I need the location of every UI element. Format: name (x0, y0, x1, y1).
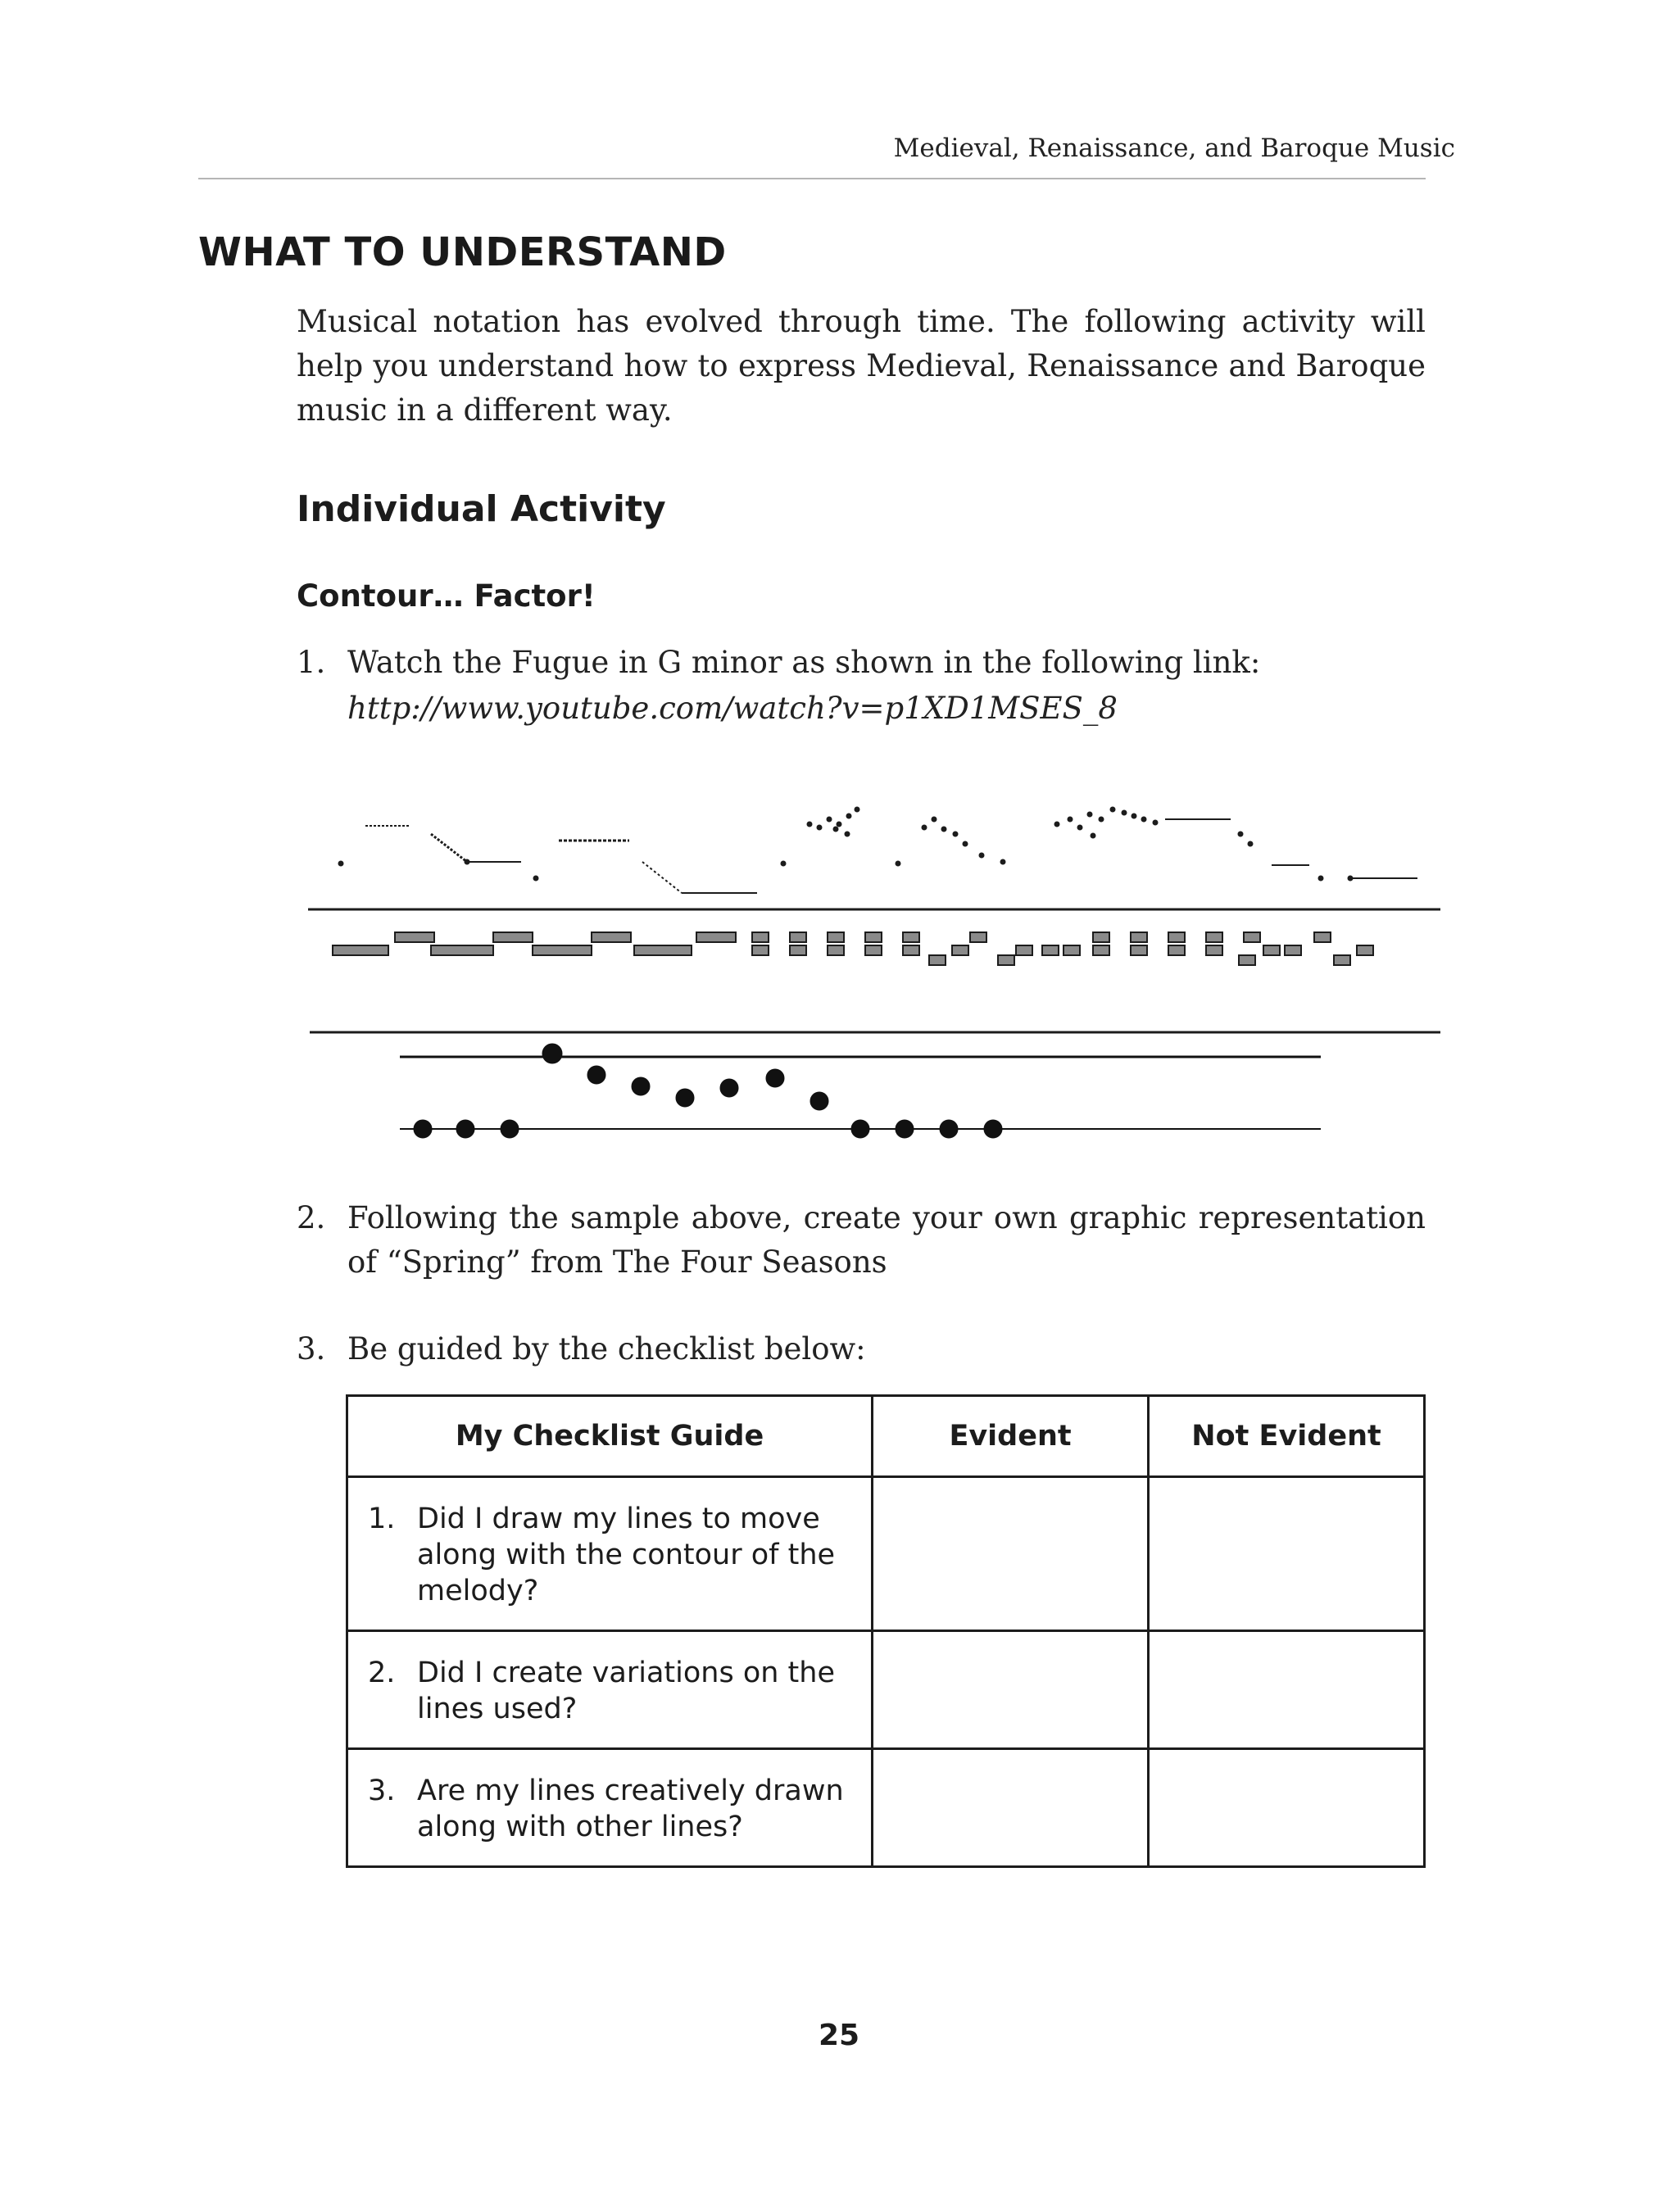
running-header: Medieval, Renaissance, and Baroque Music (893, 134, 1455, 163)
not-evident-cell[interactable] (1149, 1631, 1425, 1749)
checklist-row (347, 1749, 1425, 1867)
step-text: Be guided by the checklist below: (347, 1331, 866, 1367)
step-number: 2. (297, 1200, 326, 1235)
header-evident: Evident (873, 1396, 1149, 1477)
header-checklist-guide: My Checklist Guide (347, 1396, 873, 1477)
intro-paragraph: Musical notation has evolved through time. The following activity will help you understand how to express Medieval, Renaissance and Baroque music in a different way. (297, 304, 1426, 428)
checklist-table (346, 1394, 1426, 1868)
contour-sample-figure (305, 795, 1444, 1155)
checklist-item-cell (347, 1749, 873, 1867)
item-number: 1. (368, 1503, 396, 1535)
checklist-row (347, 1477, 1425, 1631)
not-evident-cell[interactable] (1149, 1477, 1425, 1631)
step-number: 1. (297, 645, 326, 680)
checklist-header-row (347, 1396, 1425, 1477)
header-divider (198, 178, 1426, 179)
checklist-item-cell (347, 1477, 873, 1631)
activity-subheading: Contour… Factor! (297, 578, 596, 614)
item-text: Are my lines creatively drawn along with other lines? (417, 1775, 844, 1843)
item-number: 2. (368, 1657, 396, 1689)
dotted-contour-graphic (338, 807, 1417, 893)
page-number: 25 (818, 2019, 860, 2052)
step-number: 3. (297, 1331, 326, 1367)
item-number: 3. (368, 1775, 396, 1807)
evident-cell[interactable] (873, 1477, 1149, 1631)
activity-heading: Individual Activity (297, 488, 666, 530)
step-2 (297, 1196, 1426, 1285)
step-3 (297, 1327, 1426, 1371)
video-link[interactable]: http://www.youtube.com/watch?v=p1XD1MSES_8 (347, 691, 1118, 726)
evident-cell[interactable] (873, 1631, 1149, 1749)
header-not-evident: Not Evident (1149, 1396, 1425, 1477)
section-title: WHAT TO UNDERSTAND (198, 229, 727, 275)
evident-cell[interactable] (873, 1749, 1149, 1867)
step-text: Watch the Fugue in G minor as shown in the following link: (347, 645, 1261, 680)
item-text: Did I create variations on the lines used? (417, 1657, 835, 1725)
step-1 (297, 641, 1426, 731)
block-contour-graphic (333, 932, 1373, 965)
not-evident-cell[interactable] (1149, 1749, 1425, 1867)
checklist-row (347, 1631, 1425, 1749)
step-text: Following the sample above, create your own graphic representation of “Spring” from The Four Seasons (347, 1200, 1426, 1280)
item-text: Did I draw my lines to move along with the contour of the melody? (417, 1503, 836, 1607)
checklist-item-cell (347, 1631, 873, 1749)
dot-contour-graphic (400, 1044, 1321, 1138)
